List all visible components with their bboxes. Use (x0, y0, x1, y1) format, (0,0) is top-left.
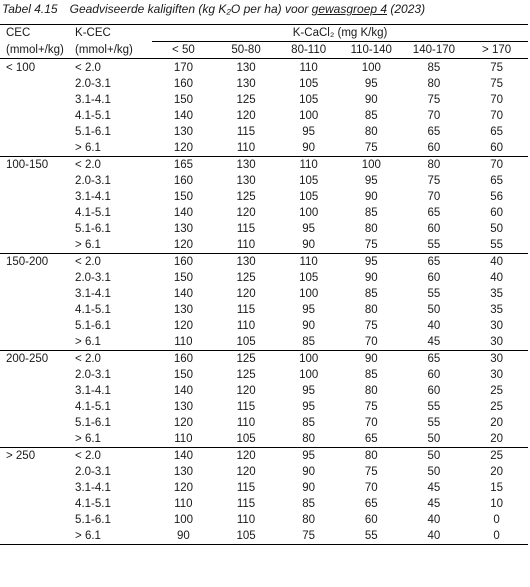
header-kcacl-column: > 170 (465, 42, 528, 59)
caption-text: Geadviseerde kaligiften (kg K₂O per ha) voor (69, 2, 309, 16)
table-row (0, 76, 528, 92)
dose-value-cell: 120 (236, 207, 256, 219)
kcec-class-cell: 4.1-5.1 (75, 304, 111, 316)
cec-class-cell: < 100 (6, 62, 36, 74)
dose-value-cell: 110 (152, 431, 215, 448)
table-row (0, 399, 528, 415)
table-row (0, 59, 528, 77)
dose-value-cell: 30 (465, 334, 528, 351)
kcec-class-cell: > 6.1 (71, 237, 152, 254)
dose-value-cell: 130 (236, 78, 256, 90)
table-row (0, 92, 528, 108)
dose-value-cell: 75 (340, 237, 403, 254)
dose-value-cell: 105 (299, 191, 319, 203)
dose-value-cell: 40 (427, 320, 441, 332)
dose-value-cell: 70 (364, 417, 378, 429)
dose-value-cell: 80 (364, 450, 378, 462)
dose-value-cell: 80 (364, 304, 378, 316)
dose-value-cell: 80 (277, 431, 340, 448)
dose-value-cell: 65 (340, 431, 403, 448)
cec-class-cell (0, 383, 71, 399)
dose-value-cell: 70 (427, 191, 441, 203)
kcec-class-cell: < 2.0 (75, 353, 101, 365)
dose-value-cell: 55 (427, 417, 441, 429)
dose-value-cell: 50 (403, 431, 466, 448)
dose-value-cell: 90 (364, 353, 378, 365)
dose-value-cell: 150 (173, 191, 193, 203)
dose-value-cell: 20 (490, 466, 503, 478)
dose-value-cell: 85 (277, 334, 340, 351)
table-row (0, 124, 528, 140)
dose-value-cell: 75 (427, 94, 441, 106)
dose-value-cell: 130 (236, 62, 256, 74)
dose-value-cell: 90 (364, 272, 378, 284)
table-row (0, 448, 528, 465)
dose-value-cell: 55 (403, 237, 466, 254)
kcec-class-cell: 5.1-6.1 (75, 126, 111, 138)
dose-value-cell: 110 (299, 256, 318, 268)
table-row (0, 318, 528, 334)
cec-class-cell (0, 189, 71, 205)
table-row (0, 157, 528, 174)
dose-value-cell: 60 (403, 140, 466, 157)
kcec-class-cell: 5.1-6.1 (75, 223, 111, 235)
dose-value-cell: 160 (173, 353, 193, 365)
dose-value-cell: 165 (173, 159, 193, 171)
dose-value-cell: 75 (490, 78, 503, 90)
dose-value-cell: 140 (173, 450, 193, 462)
dose-value-cell: 90 (364, 191, 378, 203)
dose-value-cell: 50 (427, 450, 441, 462)
header-kcacl-column: 140-170 (403, 42, 466, 59)
dose-value-cell: 120 (173, 417, 193, 429)
dose-value-cell: 85 (302, 417, 316, 429)
table-row (0, 140, 528, 157)
dose-value-cell: 80 (364, 385, 378, 397)
dose-value-cell: 85 (364, 288, 378, 300)
dose-value-cell: 35 (490, 288, 503, 300)
table-row (0, 205, 528, 221)
dose-value-cell: 75 (490, 62, 503, 74)
dose-value-cell: 75 (364, 401, 378, 413)
dose-value-cell: 120 (236, 385, 256, 397)
dose-value-cell: 40 (490, 272, 503, 284)
table-header (0, 25, 528, 59)
dose-value-cell: 140 (173, 385, 193, 397)
dose-value-cell: 25 (490, 385, 503, 397)
dose-value-cell: 65 (490, 126, 503, 138)
cec-class-cell (0, 221, 71, 237)
cec-class-cell (0, 92, 71, 108)
header-cec-title: CEC (0, 25, 71, 42)
dose-value-cell: 125 (236, 369, 256, 381)
cec-class-cell (0, 76, 71, 92)
dose-value-cell: 90 (277, 140, 340, 157)
dose-value-cell: 90 (302, 482, 316, 494)
dose-value-cell: 110 (152, 334, 215, 351)
kcec-class-cell: 2.0-3.1 (75, 369, 111, 381)
dose-value-cell: 130 (173, 401, 193, 413)
kcec-class-cell: 3.1-4.1 (75, 482, 111, 494)
dose-value-cell: 55 (465, 237, 528, 254)
cec-class-cell (0, 108, 71, 124)
kcec-class-cell: 2.0-3.1 (75, 175, 111, 187)
dose-value-cell: 105 (299, 272, 319, 284)
dose-value-cell: 65 (427, 256, 441, 268)
header-kcacl-column: 80-110 (277, 42, 340, 59)
dose-value-cell: 70 (427, 110, 441, 122)
dose-value-cell: 60 (490, 207, 503, 219)
dose-value-cell: 90 (364, 94, 378, 106)
dose-value-cell: 160 (173, 256, 193, 268)
dose-value-cell: 150 (173, 94, 193, 106)
kcec-class-cell: > 6.1 (71, 431, 152, 448)
caption-group-link: gewasgroep 4 (311, 2, 388, 16)
dose-value-cell: 160 (173, 175, 193, 187)
dose-value-cell: 45 (427, 498, 441, 510)
dose-value-cell: 130 (173, 223, 193, 235)
dose-value-cell: 55 (340, 528, 403, 545)
dose-value-cell: 20 (465, 431, 528, 448)
header-kcec-unit: (mmol+/kg) (71, 42, 152, 59)
kcec-class-cell: 2.0-3.1 (75, 272, 111, 284)
dose-value-cell: 100 (361, 159, 381, 171)
dose-value-cell: 115 (236, 126, 256, 138)
table-row (0, 383, 528, 399)
dose-value-cell: 110 (215, 237, 278, 254)
dose-value-cell: 120 (152, 237, 215, 254)
cec-class-cell (0, 512, 71, 528)
kcec-class-cell: 4.1-5.1 (75, 207, 111, 219)
dose-value-cell: 80 (302, 514, 316, 526)
dose-value-cell: 120 (152, 140, 215, 157)
dose-value-cell: 50 (490, 223, 503, 235)
header-cec-unit: (mmol+/kg) (0, 42, 71, 59)
dose-value-cell: 140 (173, 110, 193, 122)
dose-value-cell: 45 (403, 334, 466, 351)
dose-value-cell: 70 (340, 334, 403, 351)
dose-value-cell: 95 (364, 256, 378, 268)
dose-value-cell: 95 (302, 223, 316, 235)
dose-value-cell: 85 (364, 369, 378, 381)
table-row (0, 302, 528, 318)
cec-class-cell (0, 496, 71, 512)
dose-value-cell: 30 (490, 369, 503, 381)
dose-value-cell: 100 (299, 353, 319, 365)
kcec-class-cell: 3.1-4.1 (75, 191, 111, 203)
dose-value-cell: 65 (364, 498, 378, 510)
dose-value-cell: 30 (490, 320, 503, 332)
dose-value-cell: 140 (173, 288, 193, 300)
header-kcec-title: K-CEC (71, 25, 152, 42)
dose-value-cell: 170 (173, 62, 193, 74)
cec-class-cell (0, 124, 71, 140)
cec-class-cell (0, 302, 71, 318)
table-row (0, 237, 528, 254)
dose-value-cell: 95 (302, 126, 316, 138)
table-row (0, 286, 528, 302)
kcec-class-cell: 3.1-4.1 (75, 94, 111, 106)
cec-class-cell (0, 334, 71, 351)
dose-value-cell: 55 (427, 401, 441, 413)
dose-value-cell: 120 (173, 320, 193, 332)
cec-class-cell (0, 528, 71, 545)
cec-class-cell: 200-250 (6, 353, 49, 365)
header-kcacl-column: 110-140 (340, 42, 403, 59)
dose-value-cell: 105 (215, 431, 278, 448)
dose-value-cell: 95 (302, 450, 316, 462)
dose-value-cell: 80 (427, 159, 441, 171)
dose-value-cell: 65 (490, 175, 503, 187)
dose-value-cell: 115 (236, 482, 256, 494)
table-row (0, 351, 528, 368)
dose-value-cell: 95 (302, 401, 316, 413)
cec-class-cell (0, 286, 71, 302)
cec-class-cell (0, 431, 71, 448)
dose-value-cell: 120 (236, 288, 256, 300)
dose-value-cell: 25 (490, 450, 503, 462)
dose-value-cell: 100 (299, 110, 319, 122)
dose-value-cell: 150 (173, 272, 193, 284)
dose-value-cell: 0 (465, 528, 528, 545)
dose-value-cell: 75 (364, 466, 378, 478)
cec-class-cell (0, 318, 71, 334)
kcec-class-cell: 2.0-3.1 (75, 78, 111, 90)
kcec-class-cell: 3.1-4.1 (75, 288, 111, 300)
dose-value-cell: 120 (236, 110, 256, 122)
table-row (0, 431, 528, 448)
dose-value-cell: 40 (403, 528, 466, 545)
dose-value-cell: 65 (427, 126, 441, 138)
dose-value-cell: 100 (299, 207, 319, 219)
kcec-class-cell: 5.1-6.1 (75, 514, 111, 526)
dose-value-cell: 45 (427, 482, 441, 494)
dose-value-cell: 75 (277, 528, 340, 545)
dose-value-cell: 50 (427, 466, 441, 478)
dose-value-cell: 105 (299, 94, 319, 106)
dose-value-cell: 60 (364, 514, 378, 526)
cec-class-cell: 100-150 (6, 159, 49, 171)
table-row (0, 464, 528, 480)
dose-value-cell: 60 (427, 369, 441, 381)
dose-value-cell: 100 (173, 514, 193, 526)
dose-value-cell: 130 (173, 304, 193, 316)
dose-value-cell: 105 (215, 528, 278, 545)
dose-value-cell: 75 (340, 140, 403, 157)
dose-value-cell: 50 (427, 304, 441, 316)
dose-value-cell: 125 (236, 272, 256, 284)
table-row (0, 512, 528, 528)
dose-value-cell: 150 (173, 369, 193, 381)
dose-value-cell: 90 (152, 528, 215, 545)
table-number: Tabel 4.15 (2, 2, 58, 16)
cec-class-cell (0, 173, 71, 189)
header-kcacl-column: < 50 (152, 42, 215, 59)
dose-value-cell: 115 (236, 304, 256, 316)
dose-value-cell: 105 (299, 175, 319, 187)
dose-value-cell: 125 (236, 94, 256, 106)
dose-value-cell: 85 (427, 62, 441, 74)
kcec-class-cell: > 6.1 (71, 140, 152, 157)
dose-value-cell: 100 (299, 369, 319, 381)
dose-value-cell: 15 (490, 482, 503, 494)
dose-value-cell: 95 (302, 304, 316, 316)
dose-value-cell: 110 (299, 159, 318, 171)
dose-value-cell: 95 (364, 78, 378, 90)
dose-value-cell: 30 (490, 353, 503, 365)
table-row (0, 367, 528, 383)
dose-value-cell: 80 (427, 78, 441, 90)
dose-value-cell: 105 (215, 334, 278, 351)
dose-value-cell: 40 (490, 256, 503, 268)
dose-value-cell: 70 (364, 482, 378, 494)
table-row (0, 270, 528, 286)
dose-value-cell: 140 (173, 207, 193, 219)
kcec-class-cell: 4.1-5.1 (75, 498, 111, 510)
dose-value-cell: 120 (236, 450, 256, 462)
table-row (0, 221, 528, 237)
dose-value-cell: 110 (215, 140, 278, 157)
dose-value-cell: 130 (236, 175, 256, 187)
table-row (0, 254, 528, 271)
table-row (0, 496, 528, 512)
table-row (0, 415, 528, 431)
dose-value-cell: 65 (427, 207, 441, 219)
dose-value-cell: 60 (465, 140, 528, 157)
dose-value-cell: 40 (427, 514, 441, 526)
dose-value-cell: 25 (490, 401, 503, 413)
cec-class-cell (0, 270, 71, 286)
header-kcacl-title: K-CaCl₂ (mg K/kg) (152, 25, 528, 42)
dose-value-cell: 95 (364, 175, 378, 187)
dose-value-cell: 60 (427, 223, 441, 235)
kcec-class-cell: > 6.1 (71, 334, 152, 351)
cec-class-cell: > 250 (6, 450, 36, 462)
cec-class-cell (0, 464, 71, 480)
dose-value-cell: 80 (364, 223, 378, 235)
dose-value-cell: 110 (236, 514, 256, 526)
dose-value-cell: 85 (302, 498, 316, 510)
dose-value-cell: 115 (236, 498, 256, 510)
table-row (0, 173, 528, 189)
cec-class-cell (0, 140, 71, 157)
dose-value-cell: 60 (427, 385, 441, 397)
cec-class-cell (0, 367, 71, 383)
dose-value-cell: 125 (236, 353, 256, 365)
dose-value-cell: 100 (361, 62, 381, 74)
dose-value-cell: 56 (490, 191, 503, 203)
cec-class-cell (0, 480, 71, 496)
dose-value-cell: 55 (427, 288, 441, 300)
dose-value-cell: 10 (490, 498, 503, 510)
table-body (0, 59, 528, 545)
table-row (0, 334, 528, 351)
cec-class-cell (0, 237, 71, 254)
dose-value-cell: 60 (427, 272, 441, 284)
dose-value-cell: 120 (236, 466, 256, 478)
kcec-class-cell: < 2.0 (75, 62, 101, 74)
dose-value-cell: 65 (427, 353, 441, 365)
dose-value-cell: 0 (493, 514, 500, 526)
kcec-class-cell: 3.1-4.1 (75, 385, 111, 397)
header-kcacl-column: 50-80 (215, 42, 278, 59)
dose-value-cell: 20 (490, 417, 503, 429)
dose-value-cell: 115 (236, 223, 256, 235)
dose-value-cell: 130 (236, 159, 256, 171)
dose-value-cell: 130 (173, 466, 193, 478)
cec-class-cell (0, 415, 71, 431)
dose-value-cell: 80 (364, 126, 378, 138)
dose-value-cell: 70 (490, 94, 503, 106)
dose-value-cell: 75 (427, 175, 441, 187)
advice-table (0, 24, 528, 545)
kcec-class-cell: 2.0-3.1 (75, 466, 111, 478)
dose-value-cell: 110 (236, 320, 256, 332)
cec-class-cell (0, 205, 71, 221)
dose-value-cell: 95 (302, 385, 316, 397)
kcec-class-cell: < 2.0 (75, 450, 101, 462)
dose-value-cell: 100 (299, 288, 319, 300)
dose-value-cell: 90 (302, 320, 316, 332)
table-row (0, 189, 528, 205)
table-row (0, 108, 528, 124)
dose-value-cell: 70 (490, 159, 503, 171)
table-caption (2, 2, 528, 16)
caption-year: (2023) (390, 2, 426, 16)
dose-value-cell: 160 (173, 78, 193, 90)
dose-value-cell: 85 (364, 207, 378, 219)
table-row (0, 480, 528, 496)
cec-class-cell (0, 399, 71, 415)
dose-value-cell: 130 (173, 126, 193, 138)
dose-value-cell: 90 (277, 237, 340, 254)
dose-value-cell: 90 (302, 466, 316, 478)
dose-value-cell: 115 (236, 401, 256, 413)
kcec-class-cell: 4.1-5.1 (75, 110, 111, 122)
dose-value-cell: 130 (236, 256, 256, 268)
dose-value-cell: 105 (299, 78, 319, 90)
dose-value-cell: 70 (490, 110, 503, 122)
dose-value-cell: 120 (173, 482, 193, 494)
dose-value-cell: 110 (236, 417, 256, 429)
kcec-class-cell: 5.1-6.1 (75, 417, 111, 429)
dose-value-cell: 85 (364, 110, 378, 122)
dose-value-cell: 125 (236, 191, 256, 203)
dose-value-cell: 110 (299, 62, 318, 74)
table-row (0, 528, 528, 545)
dose-value-cell: 75 (364, 320, 378, 332)
dose-value-cell: 110 (174, 498, 193, 510)
kcec-class-cell: 4.1-5.1 (75, 401, 111, 413)
kcec-class-cell: > 6.1 (71, 528, 152, 545)
kcec-class-cell: < 2.0 (75, 159, 101, 171)
kcec-class-cell: 5.1-6.1 (75, 320, 111, 332)
cec-class-cell: 150-200 (6, 256, 49, 268)
dose-value-cell: 35 (490, 304, 503, 316)
kcec-class-cell: < 2.0 (75, 256, 101, 268)
